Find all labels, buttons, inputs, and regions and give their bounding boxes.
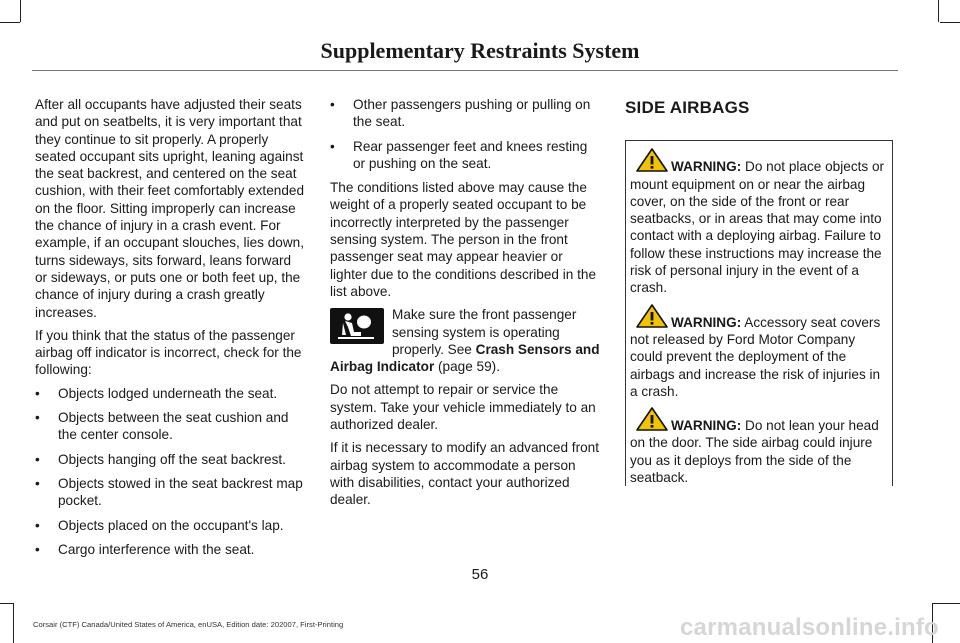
crop-mark bbox=[938, 0, 939, 22]
paragraph-seating: After all occupants have adjusted their seats and put on seatbelts, it is very important that they continue to sit properly. A properly seated occupant sits upright, leaning against the seat backrest, and centered on the seat cushion, with their feet comfortably extended on the floor. Sitting improperly can increase the chance of injury in a crash event. For example, if an occupant slouches, lies down, turns sideways, sits forward, leans forward or sideways, or puts one or both feet up, the chance of injury during a crash greatly increases. bbox=[35, 97, 305, 320]
crop-mark bbox=[940, 22, 960, 23]
edition-footer: Corsair (CTF) Canada/United States of America, enUSA, Edition date: 202007, First-Printing bbox=[33, 620, 344, 629]
column-right bbox=[625, 96, 893, 486]
bullet-glyph: • bbox=[35, 541, 40, 557]
warning-label: WARNING: bbox=[671, 159, 742, 175]
paragraph-indicator-check: If you think that the status of the passenger airbag off indicator is incorrect, check for the following: bbox=[35, 327, 302, 378]
bullet-glyph: • bbox=[330, 138, 335, 154]
warning-item bbox=[630, 406, 886, 486]
crop-mark bbox=[0, 22, 20, 23]
column-left bbox=[35, 96, 305, 565]
warning-text: Do not place objects or mount equipment on or near the airbag cover, on the side of the front or rear seatbacks, or in areas that may come into contact with a deploying airbag. Failure to follow these instructions may increase the risk of personal injury in the event of a crash. bbox=[630, 159, 885, 296]
airbag-note-text: Make sure the front passenger sensing system is operating properly. See bbox=[392, 307, 577, 357]
crop-mark bbox=[13, 603, 14, 643]
crop-mark bbox=[0, 603, 13, 604]
paragraph-modify: If it is necessary to modify an advanced front airbag system to accommodate a person with disabilities, contact your authorized dealer. bbox=[330, 440, 599, 508]
bullet-glyph: • bbox=[35, 410, 40, 426]
paragraph-service: Do not attempt to repair or service the system. Take your vehicle immediately to an authorized dealer. bbox=[330, 382, 596, 433]
list-item: • Cargo interference with the seat. bbox=[35, 541, 255, 557]
list-item: • Objects between the seat cushion and the center console. bbox=[35, 410, 289, 443]
page-number: 56 bbox=[471, 566, 489, 583]
section-heading: SIDE AIRBAGS bbox=[625, 98, 750, 117]
conditions-list bbox=[330, 96, 600, 172]
checklist bbox=[35, 385, 305, 558]
warning-item bbox=[630, 303, 886, 400]
warning-triangle-icon bbox=[635, 406, 669, 432]
warning-text: Accessory seat covers not released by Ford Motor Company could prevent the deployment of the airbags and increase the risk of injuries in a crash. bbox=[630, 314, 881, 399]
column-middle bbox=[330, 96, 600, 515]
cross-reference-link[interactable]: Crash Sensors and Airbag Indicator bbox=[330, 341, 600, 375]
bullet-glyph: • bbox=[35, 475, 40, 491]
header-divider bbox=[32, 70, 898, 71]
paragraph-conditions: The conditions listed above may cause the weight of a properly seated occupant to be incorrectly interpreted by the passenger sensing system. The person in the front passenger seat may appear heavier or lighter due to the conditions described in the list above. bbox=[330, 180, 597, 299]
bullet-glyph: • bbox=[35, 517, 40, 533]
bullet-glyph: • bbox=[330, 97, 335, 112]
warning-label: WARNING: bbox=[671, 418, 742, 434]
passenger-airbag-icon bbox=[330, 308, 384, 344]
warning-item bbox=[630, 147, 886, 296]
page-title: Supplementary Restraints System bbox=[320, 38, 640, 63]
page-reference: (page 59). bbox=[434, 359, 500, 375]
airbag-note bbox=[330, 306, 600, 375]
crop-mark bbox=[20, 0, 21, 22]
list-item: • Objects stowed in the seat backrest map pocket. bbox=[35, 475, 303, 509]
watermark: carmanualsonline.info bbox=[680, 614, 939, 641]
list-item: • Other passengers pushing or pulling on the seat. bbox=[330, 97, 591, 130]
bullet-glyph: • bbox=[35, 451, 40, 467]
list-item: • Rear passenger feet and knees resting or pushing on the seat. bbox=[330, 138, 588, 171]
warning-box bbox=[625, 140, 893, 486]
warning-triangle-icon bbox=[635, 147, 669, 173]
list-item: • Objects placed on the occupant's lap. bbox=[35, 517, 284, 533]
crop-mark bbox=[933, 603, 960, 604]
list-item: • Objects hanging off the seat backrest. bbox=[35, 451, 286, 467]
list-item: • Objects lodged underneath the seat. bbox=[35, 385, 278, 401]
bullet-glyph: • bbox=[35, 385, 40, 401]
warning-text: Do not lean your head on the door. The side airbag could injure you as it deploys from the side of the seatback. bbox=[630, 418, 879, 486]
warning-triangle-icon bbox=[635, 303, 669, 329]
warning-label: WARNING: bbox=[671, 314, 742, 330]
